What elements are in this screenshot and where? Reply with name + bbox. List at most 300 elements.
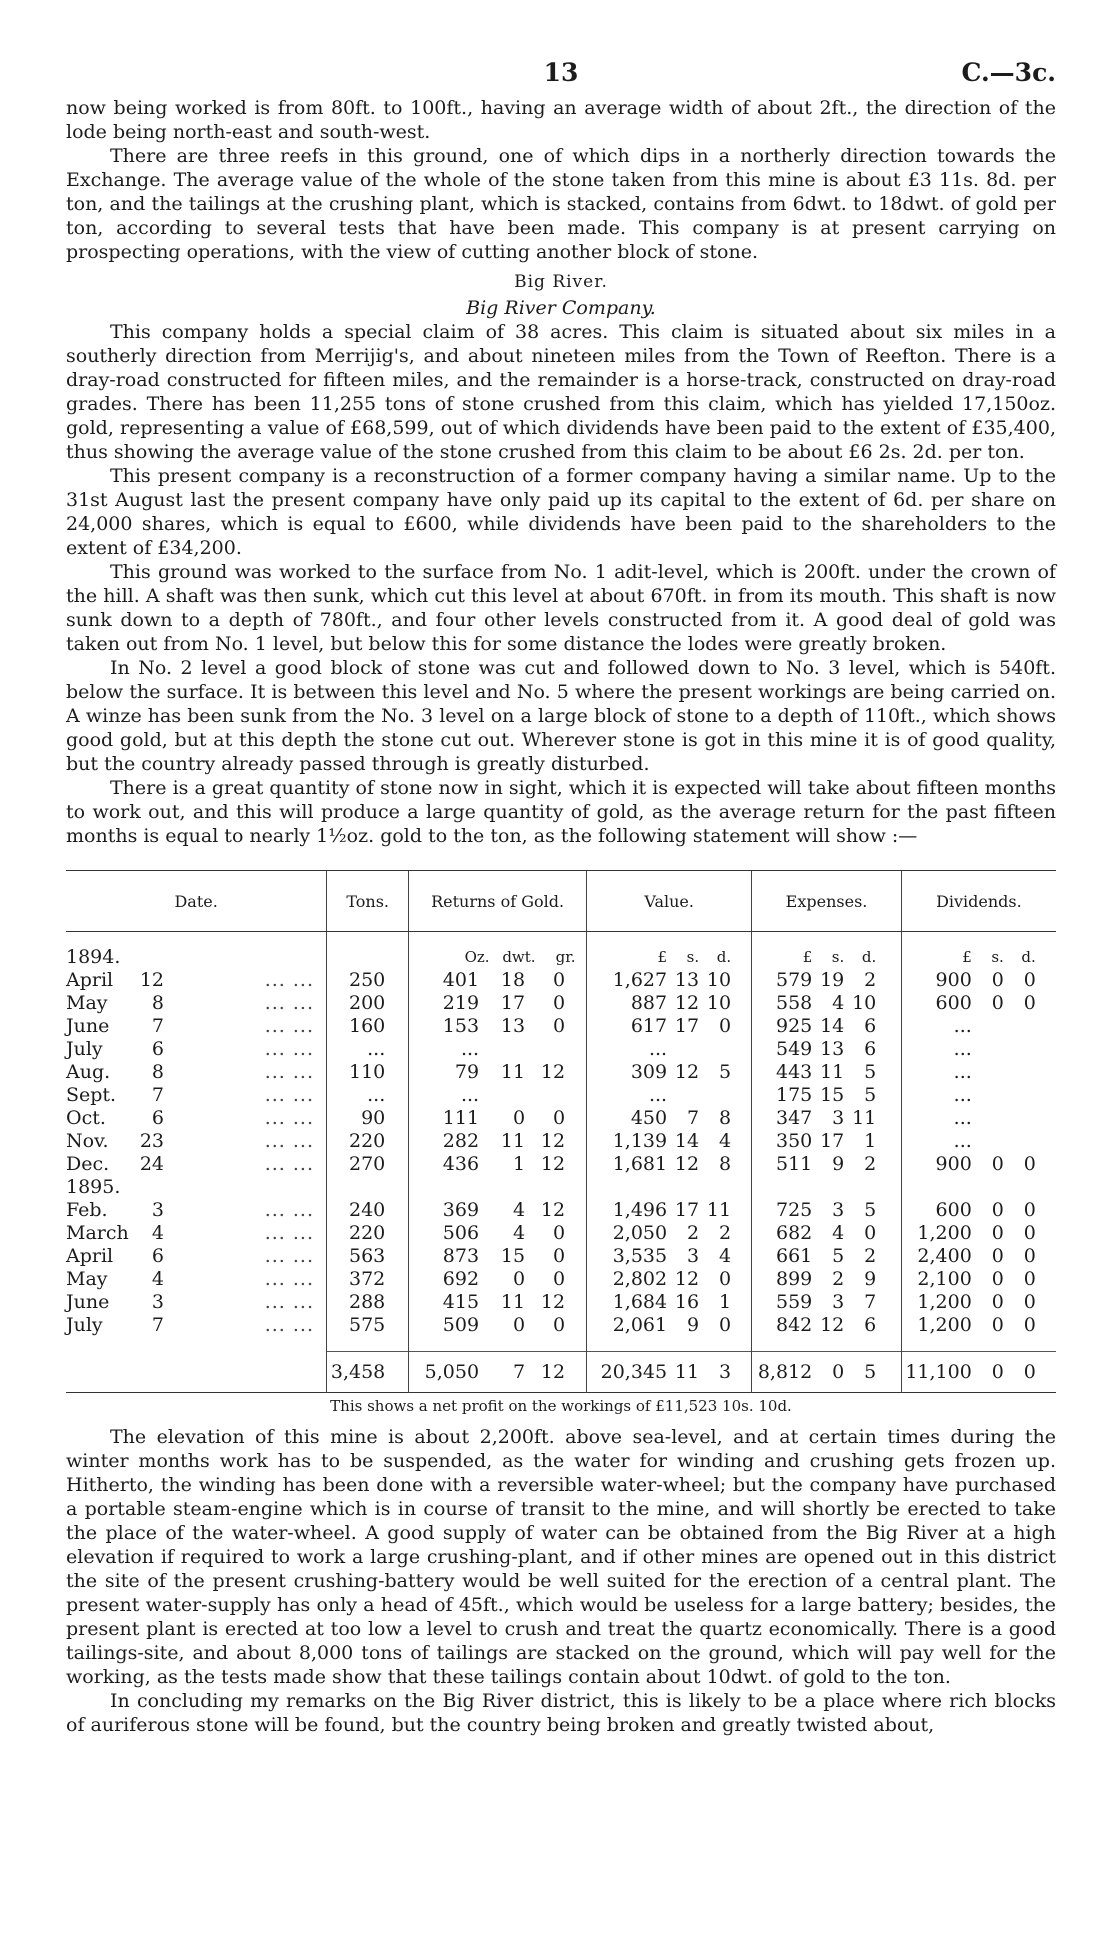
dividends-shillings: 0 [991,969,1004,991]
total-dwt: 7 [512,1360,526,1383]
value-cell [587,1107,752,1130]
expenses-pounds: 443 [775,1061,813,1083]
unit-label: Oz. [464,948,490,966]
value-shillings: 14 [674,1130,700,1152]
tons-cell [327,1107,409,1130]
dividends-cell [901,1130,1056,1153]
expenses-pounds: 725 [775,1199,813,1221]
dividends-pounds: 600 [935,992,972,1014]
gold-oz: ... [460,1084,480,1106]
gold-cell [409,969,587,992]
month: June [66,1291,110,1313]
gold-cell [409,1130,587,1153]
tons-value: 240 [349,1199,386,1221]
expenses-cell [752,992,902,1015]
table-row [66,1015,1056,1038]
gold-cell [409,1038,587,1061]
total-dividends-cell [901,1352,1056,1393]
expenses-pence: 5 [864,1061,877,1083]
month: Sept. [66,1084,117,1106]
unit-label: s. [686,948,700,966]
unit-label: £ [802,948,813,966]
expenses-shillings: 11 [820,1061,845,1083]
section-heading: Big River. [514,272,608,292]
table-row [66,1084,1056,1107]
total-value-pounds: 20,345 [600,1360,668,1383]
paragraph: There is a great quantity of stone now in sight, which it is expected will take about fifteen months to work out, and this will produce a large quantity of gold, as the average return for the past fifteen months is equal to nearly 1½oz. gold to the ton, as the following statement will show :— [66,777,1056,847]
total-oz: 5,050 [424,1360,480,1383]
value-cell [587,969,752,992]
month: March [66,1222,129,1244]
date-cell [66,969,327,992]
returns-statement-table [66,870,1056,1393]
tons-value: 220 [349,1130,386,1152]
expenses-pence: 10 [852,992,877,1014]
gold-dwt: 4 [512,1222,526,1244]
expenses-shillings: 3 [832,1107,845,1129]
expenses-shillings: 3 [832,1291,845,1313]
day: 8 [151,1061,164,1083]
total-tons-cell [327,1352,409,1393]
gold-cell [409,1061,587,1084]
expenses-shillings: 17 [820,1130,845,1152]
month: June [66,1015,110,1037]
expenses-pence: 6 [864,1314,877,1336]
value-pounds: 1,627 [612,969,668,991]
month: April [66,1245,114,1267]
unit-label: d. [861,948,877,966]
value-pence: 5 [719,1061,732,1083]
tons-value: 250 [349,969,386,991]
value-pence: 4 [719,1245,732,1267]
expenses-pounds: 899 [775,1268,813,1290]
tons-cell [327,1314,409,1337]
gold-cell [409,1245,587,1268]
dividends-shillings: 0 [991,1268,1004,1290]
leader-dots: ... ... [264,1015,314,1037]
unit-label: d. [716,948,732,966]
day: 7 [151,1314,164,1336]
value-pounds: 2,802 [612,1268,668,1290]
tons-cell [327,1268,409,1291]
gold-gr: 0 [552,1245,566,1267]
table-row [66,992,1056,1015]
gold-cell [409,1268,587,1291]
paragraph: now being worked is from 80ft. to 100ft., having an average width of about 2ft., the direction of the lode being north-east and south-west. [66,97,1056,143]
dividends-pounds: ... [953,1084,972,1106]
value-pounds: 1,681 [612,1153,668,1175]
value-pounds: 1,684 [612,1291,668,1313]
paragraph: This present company is a reconstruction of a former company having a similar name. Up to the 31st August last the present company have only paid up its capital to the extent of 6d. per share on 24,000 shares, which is equal to £600, while dividends have been paid to the shareholders to the extent of £34,200. [66,465,1056,559]
header-tons: Tons. [327,871,409,932]
gold-cell [409,1222,587,1245]
expenses-shillings: 4 [832,1222,845,1244]
paragraph: The elevation of this mine is about 2,200ft. above sea-level, and at certain times during the winter months work has to be suspended, as the water for winding and crushing gets frozen up. Hitherto, the winding has been done with a reversible water-wheel; but the company have purchased a portable steam-engine which is in course of transit to the mine, and will shortly be erected to take the place of the water-wheel. A good supply of water can be obtained from the Big River at a high elevation if required to work a large crushing-plant, and if other mines are opened out in this district the site of the present crushing-battery would be well suited for the erection of a central plant. The present water-supply has only a head of 45ft., which would be useless for a large battery; besides, the present plant is erected at too low a level to crush and treat the quartz economically. There is a good tailings-site, and about 8,000 tons of tailings are stacked on the ground, which will pay well for the working, as the tests made show that these tailings contain about 10dwt. of gold to the ton. [66,1426,1056,1688]
table-row [66,1268,1056,1291]
leader-dots: ... ... [264,1061,314,1083]
date-cell [66,1314,327,1337]
value-cell [587,1038,752,1061]
document-reference: C.—3c. [961,58,1056,87]
expenses-cell [752,1245,902,1268]
dividends-cell [901,1061,1056,1084]
value-pounds: 617 [630,1015,668,1037]
total-dividends-shillings: 0 [991,1360,1004,1383]
unit-label: £ [657,948,668,966]
gold-dwt: 17 [500,992,526,1014]
leader-dots: ... ... [264,1268,314,1290]
tons-cell [327,1291,409,1314]
gold-oz: 873 [442,1245,480,1267]
gold-oz: 506 [442,1222,480,1244]
table-body [66,932,1056,1394]
total-value-pence: 3 [719,1360,732,1383]
spacer-row [66,1337,1056,1352]
paragraph: In concluding my remarks on the Big River district, this is likely to be a place where rich blocks of auriferous stone will be found, but the country being broken and greatly twisted about, [66,1690,1056,1736]
expenses-pounds: 842 [775,1314,813,1336]
year-label: 1894. [66,946,121,968]
value-shillings: 7 [687,1107,700,1129]
month: Aug. [66,1061,111,1083]
value-cell [587,1268,752,1291]
unit-label: dwt. [502,948,536,966]
dividends-pounds: 1,200 [917,1291,972,1313]
value-pence: 0 [719,1015,732,1037]
dividends-pounds: 1,200 [917,1314,972,1336]
value-pounds: 887 [630,992,668,1014]
dividends-cell [901,1153,1056,1176]
table-row [66,1107,1056,1130]
leader-dots: ... ... [264,1038,314,1060]
gold-gr: 0 [552,1015,566,1037]
gold-oz: 111 [442,1107,480,1129]
gold-gr: 0 [552,1222,566,1244]
gold-oz: 436 [442,1153,480,1175]
gold-dwt: 11 [500,1130,526,1152]
expenses-shillings: 5 [832,1245,845,1267]
dividends-pounds: ... [953,1038,972,1060]
value-pounds: ... [648,1084,668,1106]
gold-dwt: 0 [512,1107,526,1129]
dividends-shillings: 0 [991,1245,1004,1267]
gold-oz: 509 [442,1314,480,1336]
date-cell [66,1015,327,1038]
header-date: Date. [66,871,327,932]
expenses-pounds: 549 [775,1038,813,1060]
leader-dots: ... ... [264,992,314,1014]
date-cell [66,1130,327,1153]
expenses-shillings: 4 [832,992,845,1014]
month: Dec. [66,1153,110,1175]
month: Feb. [66,1199,108,1221]
dividends-shillings: 0 [991,1199,1004,1221]
table-row [66,1130,1056,1153]
expenses-pence: 7 [864,1291,877,1313]
value-pence: 4 [719,1130,732,1152]
value-shillings: 13 [674,969,700,991]
expenses-pounds: 175 [775,1084,813,1106]
expenses-pence: 2 [864,1153,877,1175]
paragraph: In No. 2 level a good block of stone was cut and followed down to No. 3 level, which is 540ft. below the surface. It is between this level and No. 5 where the present workings are being carried on. A winze has been sunk from the No. 3 level on a large block of stone to a depth of 110ft., which shows good gold, but at this depth the stone cut out. Wherever stone is got in this mine it is of good quality, but the country already passed through is greatly disturbed. [66,657,1056,775]
day: 23 [139,1130,164,1152]
expenses-pence: 1 [864,1130,877,1152]
value-shillings: 12 [674,992,700,1014]
expenses-cell [752,1314,902,1337]
day: 6 [151,1107,164,1129]
dividends-shillings: 0 [991,1153,1004,1175]
header-gold: Returns of Gold. [409,871,587,932]
gold-dwt: 0 [512,1268,526,1290]
gold-gr: 12 [540,1153,566,1175]
gold-gr: 0 [552,992,566,1014]
tons-cell [327,1015,409,1038]
month: April [66,969,114,991]
table-row [66,1291,1056,1314]
expenses-shillings: 9 [832,1153,845,1175]
gold-cell [409,1084,587,1107]
paragraph: This company holds a special claim of 38 acres. This claim is situated about six miles in a southerly direction from Merrijig's, and about nineteen miles from the Town of Reefton. There is a dray-road constructed for fifteen miles, and the remainder is a horse-track, constructed on dray-road grades. There has been 11,255 tons of stone crushed from this claim, which has yielded 17,150oz. gold, representing a value of £68,599, out of which dividends have been paid to the extent of £35,400, thus showing the average value of the stone crushed from this claim to be about £6 2s. 2d. per ton. [66,321,1056,463]
gold-dwt: 0 [512,1314,526,1336]
header-expenses: Expenses. [752,871,902,932]
month: July [66,1038,103,1060]
dividends-pounds: ... [953,1015,972,1037]
value-pence: 2 [719,1222,732,1244]
tons-cell [327,1084,409,1107]
table-row [66,1038,1056,1061]
dividends-pounds: 900 [935,969,972,991]
value-pounds: 2,050 [612,1222,668,1244]
gold-dwt: 18 [500,969,526,991]
value-shillings: 2 [687,1222,700,1244]
gold-dwt: 15 [500,1245,526,1267]
tons-value: 200 [349,992,386,1014]
expenses-cell [752,1222,902,1245]
leader-dots: ... ... [264,1153,314,1175]
day: 3 [151,1291,164,1313]
expenses-pounds: 579 [775,969,813,991]
value-pence: 10 [706,992,732,1014]
gold-oz: 692 [442,1268,480,1290]
expenses-pence: 9 [864,1268,877,1290]
value-pence: 1 [719,1291,732,1313]
tons-value: 160 [349,1015,386,1037]
total-expenses-pounds: 8,812 [757,1360,813,1383]
value-cell [587,1084,752,1107]
value-cell [587,1015,752,1038]
value-cell [587,1061,752,1084]
gold-gr: 0 [552,1107,566,1129]
expenses-cell [752,1153,902,1176]
value-shillings: 17 [674,1199,700,1221]
month: May [66,992,108,1014]
total-gold-cell [409,1352,587,1393]
table-header-row [66,871,1056,932]
dividends-pounds: 2,400 [917,1245,972,1267]
expenses-cell [752,1015,902,1038]
table-row [66,1199,1056,1222]
value-pounds: 1,139 [612,1130,668,1152]
total-dividends-pounds: 11,100 [905,1360,972,1383]
tons-cell [327,1153,409,1176]
date-cell [66,992,327,1015]
dividends-cell [901,992,1056,1015]
tons-value: 220 [349,1222,386,1244]
date-cell [66,1038,327,1061]
leader-dots: ... ... [264,1084,314,1106]
gold-gr: 12 [540,1130,566,1152]
header-dividends: Dividends. [901,871,1056,932]
leader-dots: ... ... [264,1222,314,1244]
gold-oz: 401 [442,969,480,991]
value-pounds: 309 [630,1061,668,1083]
tons-value: ... [367,1038,386,1060]
tons-cell [327,969,409,992]
value-cell [587,1130,752,1153]
value-shillings: 12 [674,1061,700,1083]
dividends-pence: 0 [1023,969,1036,991]
paragraph: There are three reefs in this ground, one of which dips in a northerly direction towards the Exchange. The average value of the whole of the stone taken from this mine is about £3 11s. 8d. per ton, and the tailings at the crushing plant, which is stacked, contains from 6dwt. to 18dwt. of gold per ton, according to several tests that have been made. This company is at present carrying on prospecting operations, with the view of cutting another block of stone. [66,145,1056,263]
dividends-shillings: 0 [991,1314,1004,1336]
total-dividends-pence: 0 [1023,1360,1036,1383]
value-cell [587,1199,752,1222]
gold-cell [409,1153,587,1176]
day: 24 [139,1153,164,1175]
day: 4 [151,1222,164,1244]
dividends-cell [901,1245,1056,1268]
expenses-cell [752,1038,902,1061]
gold-gr: 12 [540,1199,566,1221]
dividends-pence: 0 [1023,1314,1036,1336]
expenses-cell [752,1061,902,1084]
dividends-pence: 0 [1023,1268,1036,1290]
day: 7 [151,1084,164,1106]
gold-gr: 0 [552,969,566,991]
gold-gr: 12 [540,1061,566,1083]
leader-dots: ... ... [264,1245,314,1267]
expenses-shillings: 14 [820,1015,845,1037]
dividends-pounds: 900 [935,1153,972,1175]
gold-dwt: 13 [500,1015,526,1037]
day: 12 [139,969,164,991]
tons-value: 270 [349,1153,386,1175]
tons-cell [327,1199,409,1222]
tons-value: ... [367,1084,386,1106]
expenses-pounds: 511 [775,1153,813,1175]
total-value-cell [587,1352,752,1393]
table-row [66,1314,1056,1337]
date-cell [66,1061,327,1084]
document-page [66,58,1056,1737]
value-cell [587,992,752,1015]
expenses-cell [752,1130,902,1153]
table-row [66,1153,1056,1176]
value-shillings: 12 [674,1268,700,1290]
expenses-pence: 2 [864,969,877,991]
expenses-cell [752,969,902,992]
day: 3 [151,1199,164,1221]
value-shillings: 16 [674,1291,700,1313]
gold-cell [409,1015,587,1038]
value-cell [587,1291,752,1314]
expenses-pence: 0 [864,1222,877,1244]
dividends-pence: 0 [1023,1199,1036,1221]
gold-oz: 219 [442,992,480,1014]
expenses-pounds: 559 [775,1291,813,1313]
value-shillings: 12 [674,1153,700,1175]
day: 8 [151,992,164,1014]
dividends-pounds: 600 [935,1199,972,1221]
month: Nov. [66,1130,109,1152]
tons-value: 575 [349,1314,386,1336]
unit-label: d. [1021,948,1036,966]
header-value: Value. [587,871,752,932]
dividends-pounds: 2,100 [917,1268,972,1290]
leader-dots: ... ... [264,1199,314,1221]
dividends-cell [901,1291,1056,1314]
leader-dots: ... ... [264,969,314,991]
page-header [66,58,1056,96]
expenses-pounds: 558 [775,992,813,1014]
expenses-shillings: 3 [832,1199,845,1221]
expenses-pounds: 350 [775,1130,813,1152]
leader-dots: ... ... [264,1107,314,1129]
date-cell [66,1291,327,1314]
expenses-pounds: 682 [775,1222,813,1244]
gold-dwt: 4 [512,1199,526,1221]
expenses-shillings: 2 [832,1268,845,1290]
dividends-pence: 0 [1023,1245,1036,1267]
month: Oct. [66,1107,106,1129]
dividends-pounds: ... [953,1061,972,1083]
total-gr: 12 [540,1360,566,1383]
day: 6 [151,1245,164,1267]
day: 7 [151,1015,164,1037]
expenses-pounds: 925 [775,1015,813,1037]
gold-gr: 0 [552,1268,566,1290]
date-cell [66,1107,327,1130]
tons-cell [327,1222,409,1245]
expenses-pounds: 661 [775,1245,813,1267]
expenses-cell [752,1268,902,1291]
spacer-row [66,932,1056,947]
expenses-shillings: 19 [820,969,845,991]
date-cell [66,1245,327,1268]
value-pence: 11 [706,1199,732,1221]
dividends-pence: 0 [1023,1222,1036,1244]
dividends-shillings: 0 [991,992,1004,1014]
gold-oz: 282 [442,1130,480,1152]
value-shillings: 17 [674,1015,700,1037]
paragraph: This ground was worked to the surface from No. 1 adit-level, which is 200ft. under the crown of the hill. A shaft was then sunk, which cut this level at about 670ft. in from its mouth. This shaft is now sunk down to a depth of 780ft., and four other levels constructed from it. A good deal of gold was taken out from No. 1 level, but below this for some distance the lodes were greatly broken. [66,561,1056,655]
expenses-pence: 11 [852,1107,877,1129]
tons-value: 110 [349,1061,386,1083]
total-value-shillings: 11 [674,1360,700,1383]
leader-dots: ... ... [264,1291,314,1313]
dividends-pounds: ... [953,1107,972,1129]
date-cell [66,1199,327,1222]
dividends-cell [901,1107,1056,1130]
gold-dwt: 11 [500,1061,526,1083]
gold-oz: 153 [442,1015,480,1037]
unit-label: s. [991,948,1004,966]
unit-label: £ [962,948,972,966]
total-expenses-pence: 5 [864,1360,877,1383]
value-pence: 0 [719,1268,732,1290]
day: 4 [151,1268,164,1290]
value-pounds: 3,535 [612,1245,668,1267]
table-row [66,1061,1056,1084]
expenses-cell [752,1291,902,1314]
